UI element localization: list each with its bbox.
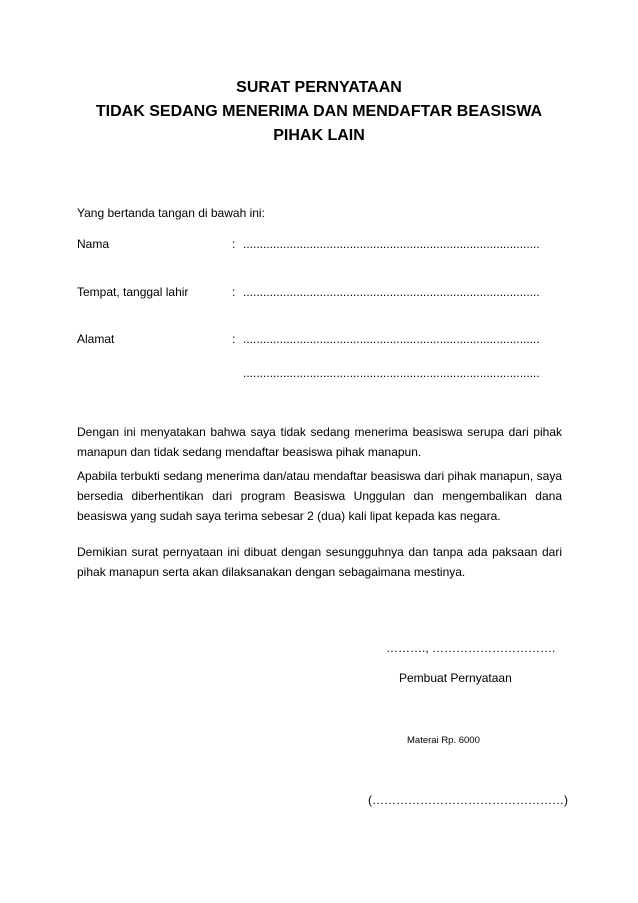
field-colon-ttl: : [232, 285, 236, 299]
paragraph-line: manapun dan tidak sedang mendaftar beasiswa pihak manapun. [77, 445, 422, 459]
paragraph-statement [77, 422, 562, 462]
field-dots-nama: ......................................................................................... [243, 237, 540, 251]
document-title [60, 76, 578, 148]
paragraph-line: Dengan ini menyatakan bahwa saya tidak sedang menerima beasiswa serupa dari pihak [77, 425, 562, 439]
paragraph-consequence [77, 466, 562, 526]
field-label-nama: Nama [77, 237, 110, 251]
signature-name-line: (…………………………………………) [368, 793, 568, 807]
paragraph-line: beasiswa yang sudah saya terima sebesar 2 (dua) kali lipat kepada kas negara. [77, 509, 501, 523]
field-colon-nama: : [232, 237, 236, 251]
signature-place-date: ………., …………………………. [386, 641, 556, 655]
paragraph-line: pihak manapun serta akan dilaksanakan dengan sebagaimana mestinya. [77, 565, 466, 579]
field-dots-alamat: ......................................................................................... [243, 332, 540, 346]
paragraph-line: Demikian surat pernyataan ini dibuat dengan sesungguhnya dan tanpa ada paksaan dari [77, 545, 562, 559]
title-line-1: SURAT PERNYATAAN [236, 79, 402, 96]
field-colon-alamat: : [232, 332, 236, 346]
field-dots-ttl: ......................................................................................... [243, 285, 540, 299]
signature-role: Pembuat Pernyataan [399, 671, 512, 685]
paragraph-line: Apabila terbukti sedang menerima dan/atau mendaftar beasiswa dari pihak manapun, saya [77, 469, 562, 483]
title-line-3: PIHAK LAIN [273, 127, 365, 144]
field-dots-alamat-line-2: ......................................................................................... [243, 366, 540, 380]
field-label-alamat: Alamat [77, 332, 115, 346]
paragraph-closing [77, 542, 562, 582]
field-label-ttl: Tempat, tanggal lahir [77, 285, 189, 299]
intro-text: Yang bertanda tangan di bawah ini: [77, 206, 265, 220]
paragraph-line: bersedia diberhentikan dari program Beasiswa Unggulan dan mengembalikan dana [77, 489, 562, 503]
stamp-duty-note: Materai Rp. 6000 [407, 735, 480, 746]
title-line-2: TIDAK SEDANG MENERIMA DAN MENDAFTAR BEASISWA [95, 103, 543, 120]
